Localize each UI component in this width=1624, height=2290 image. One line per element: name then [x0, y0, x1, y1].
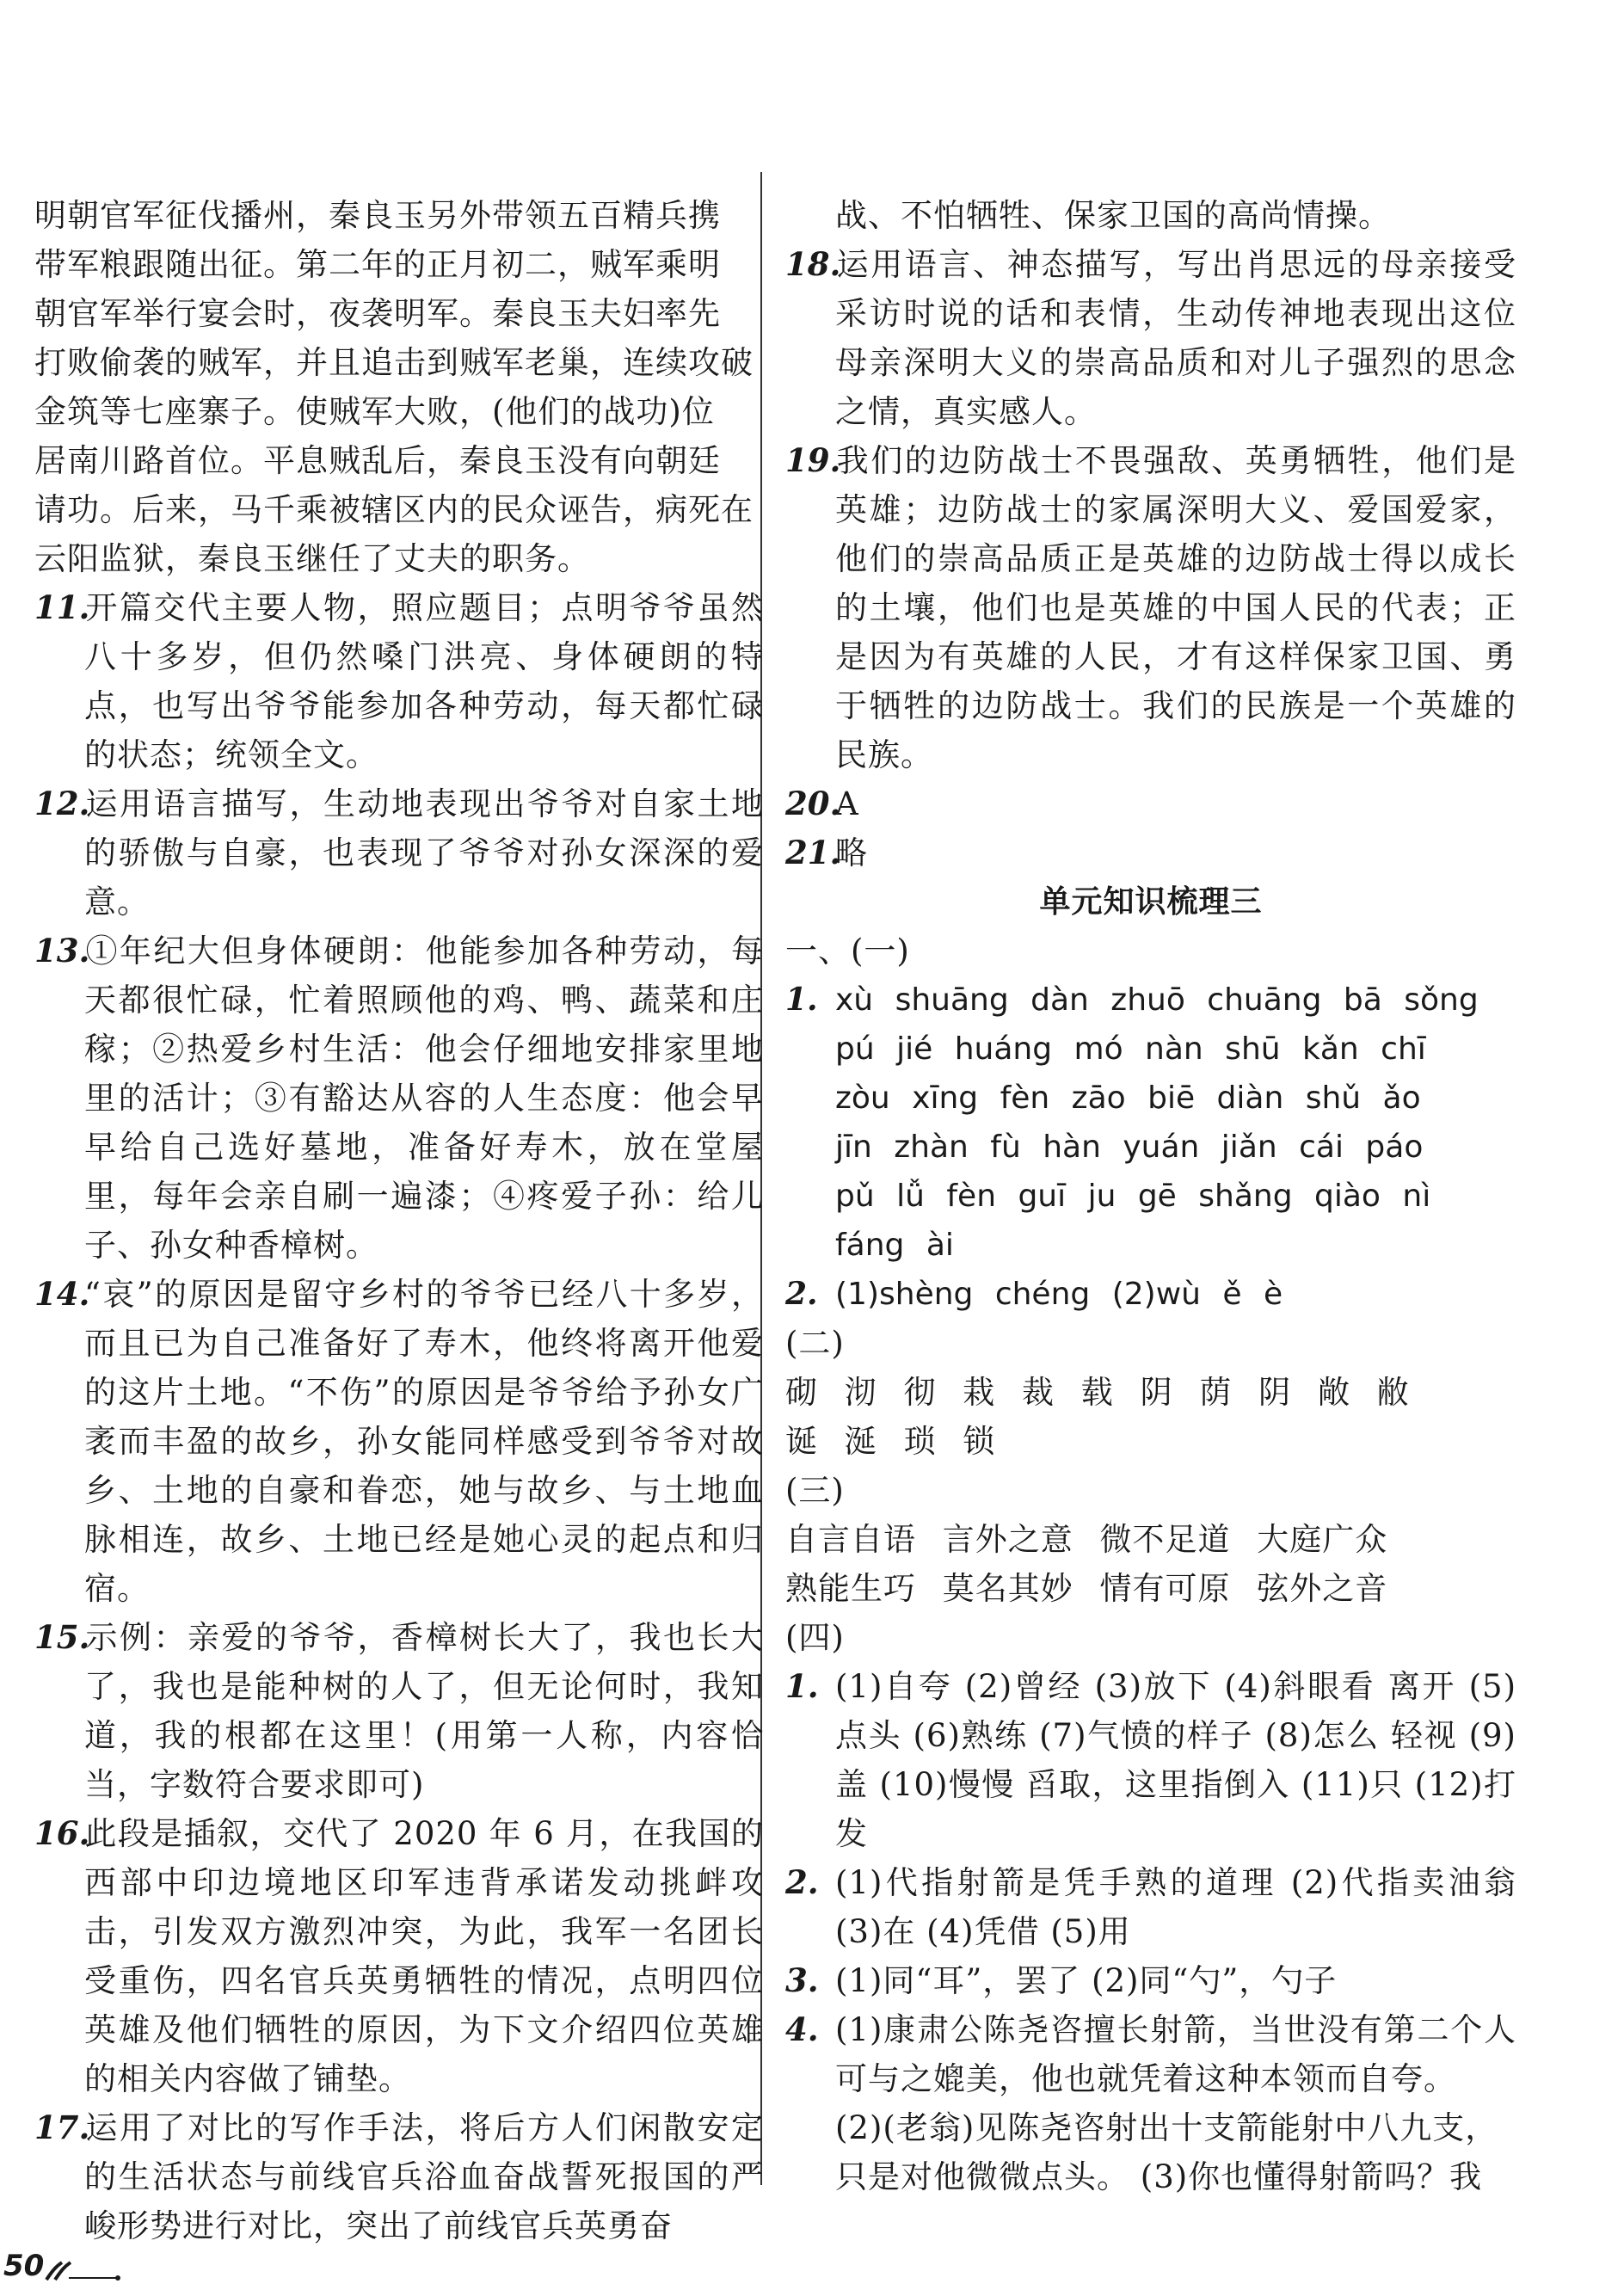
- part3-label: (三): [785, 1472, 845, 1509]
- part4-item-2: [785, 1858, 1516, 1956]
- part2-label: (二): [785, 1325, 845, 1362]
- item-text: 此段是插叙，交代了 2020 年 6 月，在我国的西部中印边境地区印军违背承诺发动挑衅攻击，引发双方激烈冲突，为此，我军一名团长受重伤，四名官兵英勇牺牲的情况，点明四位英雄及他们牺牲的原因，为下文介绍四位英雄的相关内容做了铺垫。: [84, 1815, 764, 2097]
- item-text: A: [835, 785, 859, 822]
- item-text: 我们的边防战士不畏强敌、英勇牺牲，他们是英雄；边防战士的家属深明大义、爱国爱家，他们的崇高品质正是英雄的边防战士得以成长的土壤，他们也是英雄的中国人民的代表；正是因为有英雄的人民，才有这样保家卫国、勇于牺牲的边防战士。我们的民族是一个英雄的民族。: [835, 442, 1516, 773]
- item-number: 2.: [785, 1276, 818, 1312]
- pinyin-line: pú jié huáng mó nàn shū kǎn chī: [835, 1031, 1426, 1067]
- pinyin-line: zòu xīng fèn zāo biē diàn shǔ ǎo: [835, 1080, 1421, 1116]
- item-text: 运用语言描写，生动地表现出爷爷对自家土地的骄傲与自豪，也表现了爷爷对孙女深深的爱意。: [84, 785, 764, 920]
- item-text: 运用了对比的写作手法，将后方人们闲散安定的生活状态与前线官兵浴血奋战誓死报国的严峻形势进行对比，突出了前线官兵英勇奋: [84, 2109, 764, 2244]
- page-number: 50: [3, 2249, 45, 2283]
- intro-line: 居南川路首位。平息贼乱后，秦良玉没有向朝廷: [34, 442, 721, 479]
- item-number: 17.: [34, 2108, 90, 2146]
- intro-line: 云阳监狱，秦良玉继任了丈夫的职务。: [34, 540, 590, 577]
- intro-line: 带军粮跟随出征。第二年的正月初二，贼军乘明: [34, 246, 721, 283]
- item-text: (1)康肃公陈尧咨擅长射箭，当世没有第二个人可与之媲美，他也就凭着这种本领而自夸。: [835, 2011, 1516, 2097]
- item-text: 略: [835, 834, 868, 871]
- answer-item-20: [785, 779, 1516, 828]
- item-number: 15.: [34, 1618, 90, 1656]
- intro-line: 金筑等七座寨子。使贼军大败，(他们的战功)位: [34, 393, 715, 430]
- intro-line: 明朝官军征伐播州，秦良玉另外带领五百精兵携: [34, 197, 721, 234]
- item-number: 12.: [34, 785, 90, 822]
- item-text: 示例：亲爱的爷爷，香樟树长大了，我也长大了，我也是能种树的人了，但无论何时，我知道，我的根都在这里！(用第一人称，内容恰当，字数符合要求即可): [84, 1619, 764, 1803]
- answer-item-18: [785, 240, 1516, 436]
- part1-label: 一、(一): [785, 933, 910, 970]
- pinyin-line: jīn zhàn fù hàn yuán jiǎn cái páo: [835, 1130, 1424, 1165]
- left-column: [34, 191, 764, 2250]
- item-number: 21.: [785, 834, 841, 871]
- item-text: 运用语言、神态描写，写出肖思远的母亲接受采访时说的话和表情，生动传神地表现出这位母亲深明大义的崇高品质和对儿子强烈的思念之情，真实感人。: [835, 246, 1516, 430]
- intro-line: 朝官军举行宴会时，夜袭明军。秦良玉夫妇率先: [34, 295, 721, 332]
- answer-item-17: [34, 2103, 764, 2250]
- answer-item-21: [785, 828, 1516, 877]
- idiom-line: 自言自语 言外之意 微不足道 大庭广众: [785, 1521, 1388, 1558]
- item-number: 16.: [34, 1814, 90, 1852]
- item-number: 11.: [34, 588, 90, 626]
- intro-line: 打败偷袭的贼军，并且追击到贼军老巢，连续攻破: [34, 344, 754, 381]
- item-number: 4.: [785, 2010, 819, 2048]
- answer-item-11: [34, 583, 764, 779]
- answer-item-12: [34, 779, 764, 926]
- item-text: 开篇交代主要人物，照应题目；点明爷爷虽然八十多岁，但仍然嗓门洪亮、身体硬朗的特点，也写出爷爷能参加各种劳动，每天都忙碌的状态；统领全文。: [84, 589, 764, 773]
- pinyin-item-2: [785, 1270, 1516, 1319]
- right-column: [785, 191, 1516, 2201]
- item-text: “哀”的原因是留守乡村的爷爷已经八十多岁，而且已为自己准备好了寿木，他终将离开他爱的这片土地。“不伤”的原因是爷爷给予孙女广袤而丰盈的故乡，孙女能同样感受到爷爷对故乡、土地的自豪和眷恋，她与故乡、与土地血脉相连，故乡、土地已经是她心灵的起点和归宿。: [84, 1276, 764, 1607]
- pinyin-text: xù shuāng dàn zhuō chuāng bā sǒng: [835, 982, 1479, 1018]
- item-number: 18.: [785, 245, 841, 283]
- item-number: 1.: [785, 1667, 819, 1705]
- item-number: 13.: [34, 932, 90, 970]
- pinyin-text: (1)shèng chéng (2)wù ě è: [835, 1277, 1283, 1312]
- answer-item-13: [34, 926, 764, 1270]
- section-title: 单元知识梳理三: [1039, 884, 1263, 920]
- pinyin-line: fáng ài: [835, 1228, 954, 1263]
- part4-item-1: [785, 1662, 1516, 1858]
- part4-item-4-continuation: (2)(老翁)见陈尧咨射出十支箭能射中八九支，只是对他微微点头。 (3)你也懂得射箭吗？我: [835, 2109, 1498, 2195]
- intro-line: 请功。后来，马千乘被辖区内的民众诬告，病死在: [34, 491, 754, 528]
- idiom-line: 熟能生巧 莫名其妙 情有可原 弦外之音: [785, 1570, 1388, 1607]
- part4-item-3: [785, 1956, 1516, 2005]
- item-text: (1)同“耳”，罢了 (2)同“勺”，勺子: [835, 1962, 1338, 1999]
- item-text: (1)代指射箭是凭手熟的道理 (2)代指卖油翁 (3)在 (4)凭借 (5)用: [835, 1864, 1516, 1950]
- pinyin-line: pǔ lǚ fèn guī ju gē shǎng qiào nì: [835, 1179, 1431, 1214]
- item-number: 3.: [785, 1961, 819, 1999]
- item-17-continuation: 战、不怕牺牲、保家卫国的高尚情操。: [835, 197, 1391, 234]
- item-number: 19.: [785, 441, 841, 479]
- pinyin-line: [785, 976, 1516, 1025]
- answer-item-16: [34, 1809, 764, 2103]
- item-text: ①年纪大但身体硬朗：他能参加各种劳动，每天都很忙碌，忙着照顾他的鸡、鸭、蔬菜和庄稼；②热爱乡村生活：他会仔细地安排家里地里的活计；③有豁达从容的人生态度：他会早早给自己选好墓地，准备好寿木，放在堂屋里，每年会亲自刷一遍漆；④疼爱子孙：给儿子、孙女种香樟树。: [84, 933, 764, 1264]
- answer-item-14: [34, 1270, 764, 1613]
- item-number: 1.: [785, 982, 818, 1018]
- part4-label: (四): [785, 1619, 845, 1656]
- char-line: 诞 涎 琐 锁: [785, 1423, 996, 1460]
- part4-item-4: [785, 2005, 1516, 2103]
- item-number: 20.: [785, 785, 841, 822]
- item-number: 2.: [785, 1863, 819, 1901]
- char-line: 砌 沏 彻 栽 裁 载 阴 荫 阴 敞 敝: [785, 1374, 1410, 1411]
- answer-item-15: [34, 1613, 764, 1809]
- page-ornament-icon: [45, 2250, 122, 2285]
- item-text: (1)自夸 (2)曾经 (3)放下 (4)斜眼看 离开 (5)点头 (6)熟练 (7)气愤的样子 (8)怎么 轻视 (9)盖 (10)慢慢 舀取，这里指倒入 (11)只 (12)打发: [835, 1668, 1516, 1852]
- answer-item-19: [785, 436, 1516, 779]
- item-number: 14.: [34, 1275, 90, 1313]
